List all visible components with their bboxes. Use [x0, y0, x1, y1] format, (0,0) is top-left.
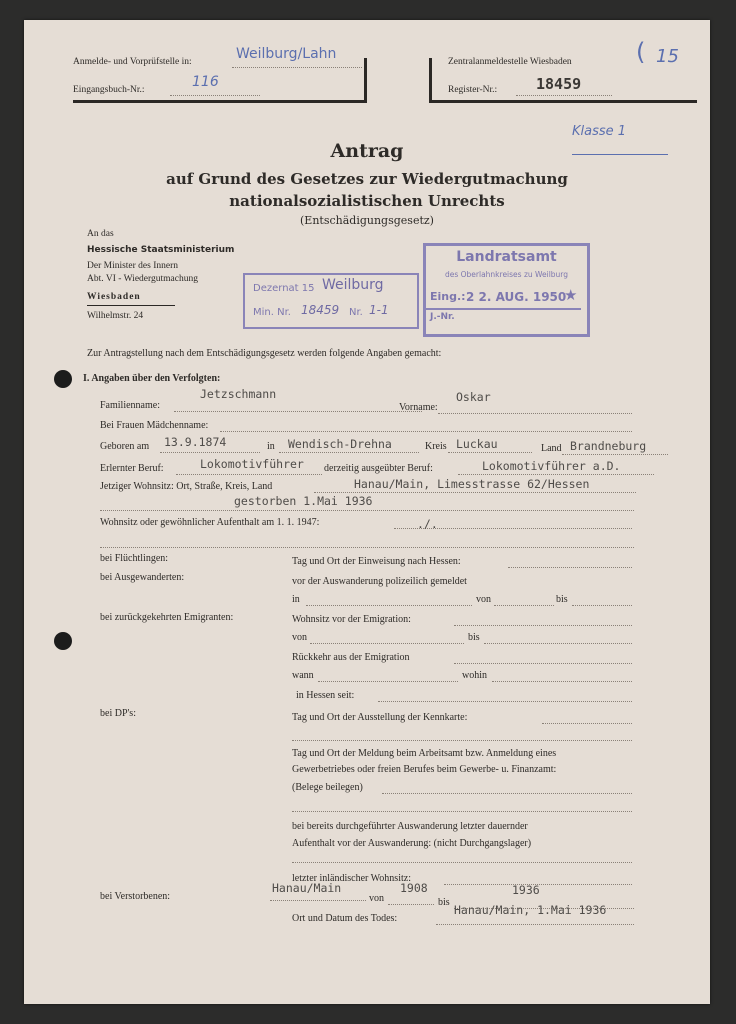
letzter-wohnsitz-label: letzter inländischer Wohnsitz:: [292, 873, 411, 884]
fluechtlinge-label: bei Flüchtlingen:: [100, 553, 169, 564]
corner-bracket: (: [636, 38, 646, 66]
geboren-value: 13.9.1874: [164, 435, 227, 449]
document-page: [24, 20, 710, 1004]
landratsamt-stamp: Landratsamt des Oberlahnkreises zu Weilburg Eing.: 2 2. AUG. 1950 ★ J.-Nr.: [423, 243, 590, 337]
punch-hole: [54, 370, 72, 388]
star-icon: ★: [564, 286, 578, 304]
register-number: 18459: [536, 75, 582, 93]
kreis-value: Luckau: [456, 437, 498, 451]
beruf-value: Lokomotivführer: [200, 457, 304, 471]
wann-label: wann: [292, 670, 314, 681]
gewerbe-label: Gewerbetriebes oder freien Berufes beim Gewerbe- u. Finanzamt:: [292, 764, 557, 775]
address-ministry: Hessische Staatsministerium: [87, 245, 235, 255]
tod-value: Hanau/Main, 1.Mai 1936: [454, 903, 607, 917]
von-label: von: [369, 893, 384, 904]
address-street: Wilhelmstr. 24: [87, 311, 144, 321]
land-label: Land: [541, 443, 562, 454]
geburtsort-label: in: [267, 441, 275, 452]
anmeldestelle-label: Anmelde- und Vorprüfstelle in:: [73, 57, 192, 67]
kreis-label: Kreis: [425, 441, 447, 452]
gestorben-note: gestorben 1.Mai 1936: [234, 494, 373, 508]
wohnsitz-label: Jetziger Wohnsitz: Ort, Straße, Kreis, Land: [100, 481, 273, 492]
wohnsitz-value: Hanau/Main, Limesstrasse 62/Hessen: [354, 477, 590, 491]
einweisung-label: Tag und Ort der Einweisung nach Hessen:: [292, 556, 461, 567]
address-line: An das: [87, 229, 114, 239]
maedchenname-label: Bei Frauen Mädchenname:: [100, 420, 209, 431]
auswanderung-label: bei bereits durchgeführter Auswanderung letzter dauernder: [292, 821, 528, 832]
punch-hole: [54, 632, 72, 650]
letzter-wohnsitz-ort: Hanau/Main: [272, 881, 342, 895]
zentralanmeldestelle-label: Zentralanmeldestelle Wiesbaden: [448, 57, 572, 67]
eingangsbuch-value: 116: [192, 74, 219, 90]
anmeldestelle-value: Weilburg/Lahn: [236, 46, 337, 62]
bis-label: bis: [468, 632, 480, 643]
bis-label: bis: [438, 897, 450, 908]
belege-label: (Belege beilegen): [292, 782, 363, 793]
eingangsbuch-label: Eingangsbuch-Nr.:: [73, 85, 145, 95]
familienname-value: Jetzschmann: [200, 387, 277, 401]
letzter-wohnsitz-von: 1908: [400, 881, 428, 895]
vorname-label: Vorname:: [399, 402, 438, 413]
form-subtitle: auf Grund des Gesetzes zur Wiedergutmachung: [166, 170, 568, 188]
tod-label: Ort und Datum des Todes:: [292, 913, 398, 924]
intro-text: Zur Antragstellung nach dem Entschädigungsgesetz werden folgende Angaben gemacht:: [87, 348, 442, 359]
wohnsitz-1947-label: Wohnsitz oder gewöhnlicher Aufenthalt am 1. 1. 1947:: [100, 517, 320, 528]
aufenthalt-label: Aufenthalt vor der Auswanderung: (nicht Durchgangslager): [292, 838, 532, 849]
von-label: von: [292, 632, 307, 643]
letzter-wohnsitz-bis: 1936: [512, 883, 540, 897]
emigranten-label: bei zurückgekehrten Emigranten:: [100, 612, 234, 623]
land-value: Brandneburg: [570, 439, 647, 453]
address-city: Wiesbaden: [87, 292, 141, 302]
address-line: Der Minister des Innern: [87, 261, 179, 271]
in-label: in: [292, 594, 300, 605]
derzeitiger-beruf-value: Lokomotivführer a.D.: [482, 459, 621, 473]
vorname-value: Oskar: [456, 390, 491, 404]
kennkarte-label: Tag und Ort der Ausstellung der Kennkarte:: [292, 712, 468, 723]
ausgewanderte-label: bei Ausgewanderten:: [100, 572, 185, 583]
polizeilich-label: vor der Auswanderung polizeilich gemeldet: [292, 576, 467, 587]
wohnsitz-emigration-label: Wohnsitz vor der Emigration:: [292, 614, 411, 625]
beruf-label: Erlernter Beruf:: [100, 463, 164, 474]
dezernat-stamp: Dezernat 15 Weilburg Min. Nr. 18459 Nr. 1-1: [243, 273, 419, 329]
corner-note: 15: [656, 46, 679, 67]
section-heading: I. Angaben über den Verfolgten:: [83, 373, 221, 384]
arbeitsamt-label: Tag und Ort der Meldung beim Arbeitsamt bzw. Anmeldung eines: [292, 748, 557, 759]
form-title: Antrag: [330, 140, 404, 162]
form-subtitle-3: (Entschädigungsgesetz): [300, 214, 434, 227]
wohnsitz-1947-value: ./.: [417, 517, 438, 531]
address-line: Abt. VI - Wiedergutmachung: [87, 274, 198, 284]
register-label: Register-Nr.:: [448, 85, 498, 95]
form-subtitle-2: nationalsozialistischen Unrechts: [229, 192, 505, 210]
geburtsort-value: Wendisch-Drehna: [288, 437, 392, 451]
wohin-label: wohin: [462, 670, 487, 681]
rueckkehr-label: Rückkehr aus der Emigration: [292, 652, 410, 663]
in-hessen-label: in Hessen seit:: [296, 690, 355, 701]
verstorbene-label: bei Verstorbenen:: [100, 891, 171, 902]
klasse-note: Klasse 1: [572, 124, 627, 139]
von-label: von: [476, 594, 491, 605]
familienname-label: Familienname:: [100, 400, 160, 411]
dps-label: bei DP's:: [100, 708, 136, 719]
bis-label: bis: [556, 594, 568, 605]
derzeitiger-beruf-label: derzeitig ausgeübter Beruf:: [324, 463, 433, 474]
geboren-label: Geboren am: [100, 441, 150, 452]
